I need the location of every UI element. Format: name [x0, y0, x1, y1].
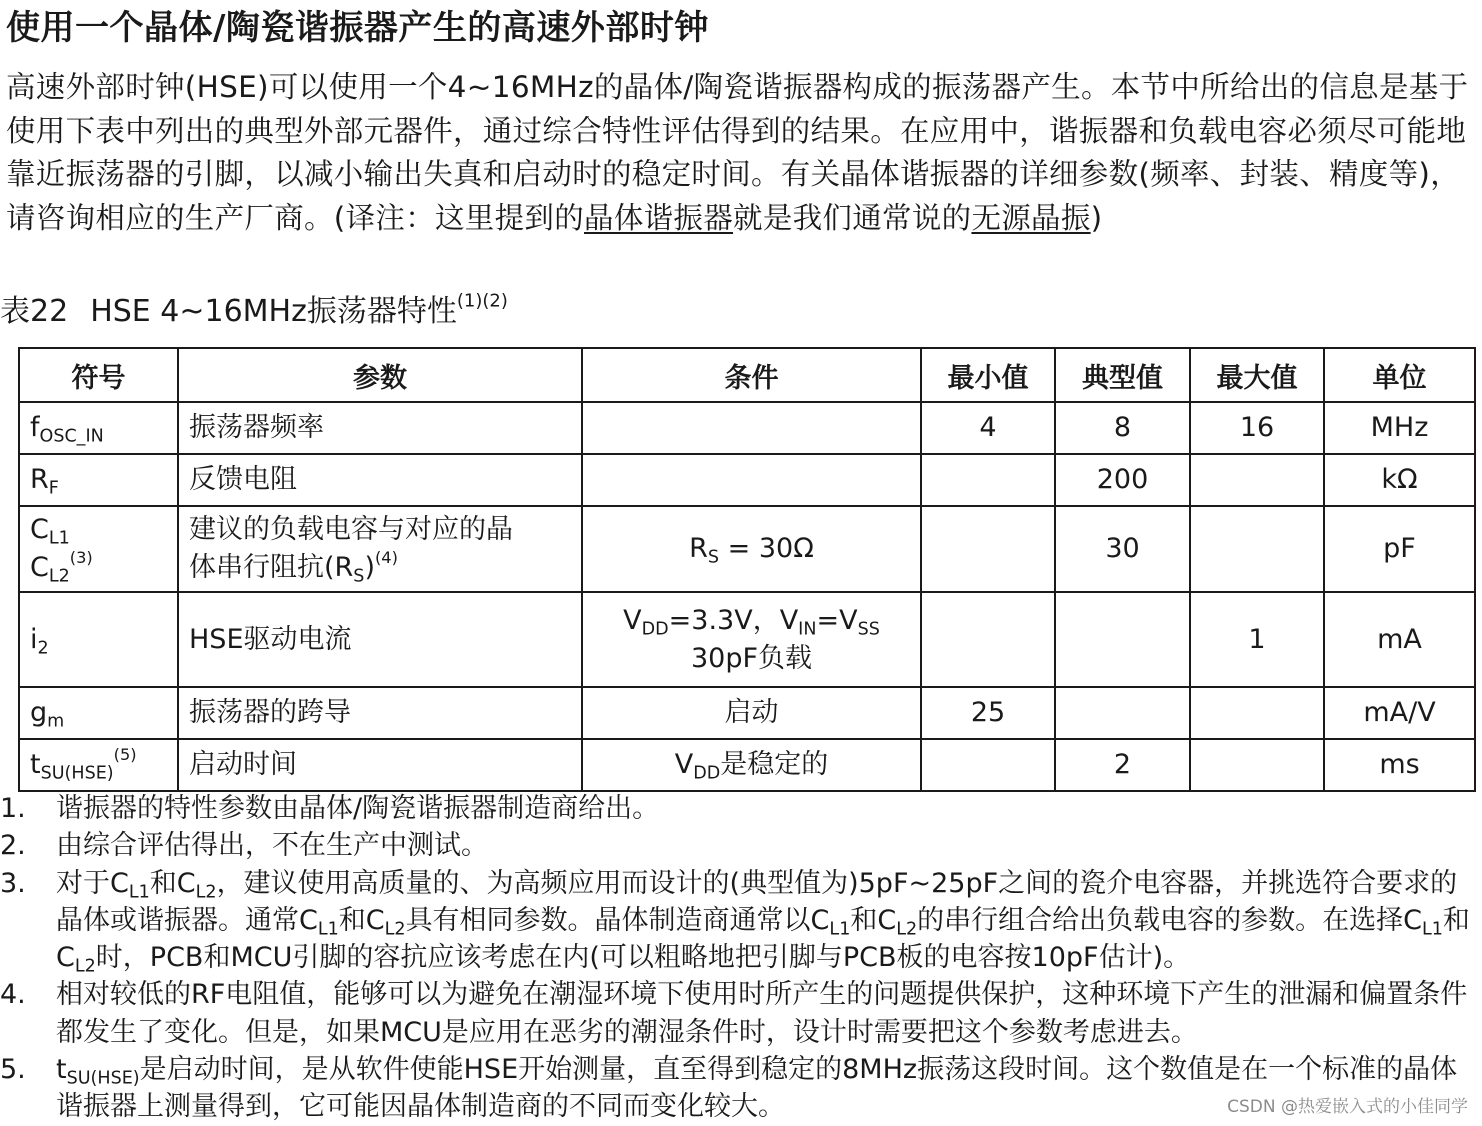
cell-max: [1190, 454, 1324, 506]
col-header-min: 最小值: [921, 348, 1055, 402]
cell-unit: kΩ: [1324, 454, 1475, 506]
table-row: [19, 402, 1475, 454]
cell-min: [921, 454, 1055, 506]
cell-condition: $V_{DD}=3.3V$，$V_{IN}=V_{SS}$ 30pF负载: [582, 592, 921, 687]
col-header-condition: 条件: [582, 348, 921, 402]
intro-paragraph: [6, 66, 1476, 240]
cell-max: 16: [1190, 402, 1324, 454]
table-row: [19, 592, 1475, 687]
footnote-2: [0, 827, 1475, 864]
table-row: [19, 739, 1475, 791]
col-header-parameter: 参数: [178, 348, 582, 402]
cell-unit: mA: [1324, 592, 1475, 687]
cell-symbol: $f_{OSC\_IN}$: [19, 402, 178, 454]
cell-unit: MHz: [1324, 402, 1475, 454]
term-passive-crystal: 无源晶振: [971, 200, 1091, 235]
footnote-1: [0, 790, 1475, 827]
col-header-symbol: 符号: [19, 348, 178, 402]
cell-symbol: $i_2$: [19, 592, 178, 687]
footnote-text: 相对较低的RF电阻值，能够可以为避免在潮湿环境下使用时所产生的问题提供保护，这种环境下产生的泄漏和偏置条件都发生了变化。但是，如果MCU是应用在恶劣的潮湿条件时，设计时需要把这个参数考虑进去。: [56, 979, 1468, 1048]
table-title-refs: (1)(2): [456, 290, 508, 312]
table-footnotes: [0, 790, 1475, 1126]
cell-unit: mA/V: [1324, 687, 1475, 739]
hse-oscillator-table: [18, 347, 1476, 792]
cell-symbol: $t_{SU(HSE)}^{(5)}$: [19, 739, 178, 791]
footnote-4: [0, 976, 1475, 1051]
cell-parameter: 反馈电阻: [178, 454, 582, 506]
cell-parameter: HSE驱动电流: [178, 592, 582, 687]
cell-symbol: $R_F$: [19, 454, 178, 506]
cell-parameter: 启动时间: [178, 739, 582, 791]
cell-symbol: $C_{L1}$ $C_{L2}^{(3)}$: [19, 506, 178, 592]
cell-min: 4: [921, 402, 1055, 454]
table-title: HSE 4~16MHz振荡器特性: [90, 294, 457, 329]
intro-text-middle: 就是我们通常说的: [733, 200, 972, 235]
cell-condition: $V_{DD}$是稳定的: [582, 739, 921, 791]
table-row: [19, 506, 1475, 592]
cell-symbol: $g_m$: [19, 687, 178, 739]
footnote-text: 由综合评估得出，不在生产中测试。: [56, 830, 488, 862]
cell-typ: 2: [1055, 739, 1190, 791]
cell-min: [921, 506, 1055, 592]
table-row: [19, 454, 1475, 506]
footnote-text: 谐振器的特性参数由晶体/陶瓷谐振器制造商给出。: [56, 793, 660, 824]
footnote-text: 对于$C_{L1}$和$C_{L2}$，建议使用高质量的、为高频应用而设计的(典型值为)5pF~25pF之间的瓷介电容器，并挑选符合要求的晶体或谐振器。通常$C_{L1}$和$C_{L2}$具有相同参数。晶体制造商通常以$C_{L1}$和$C_{L2}$的串行组合给出负载电容的参数。在选择$C_{L1}$和$C_{L2}$时，PCB和MCU引脚的容抗应该考虑在内(可以粗略地把引脚与PCB板的电容按10pF估计)。: [56, 867, 1470, 977]
col-header-typ: 典型值: [1055, 348, 1190, 402]
table-number: 表22: [0, 294, 69, 329]
cell-typ: [1055, 592, 1190, 687]
table-row: [19, 687, 1475, 739]
cell-parameter: 建议的负载电容与对应的晶 体串行阻抗$(R_S)^{(4)}$: [178, 506, 582, 592]
intro-text-end: ): [1090, 200, 1103, 235]
footnote-number: 2.: [0, 830, 26, 862]
table-header-row: [19, 348, 1475, 402]
term-crystal-resonator: 晶体谐振器: [584, 200, 734, 235]
cell-max: [1190, 687, 1324, 739]
csdn-watermark: CSDN @热爱嵌入式的小佳同学: [1227, 1097, 1468, 1117]
col-header-max: 最大值: [1190, 348, 1324, 402]
cell-typ: 30: [1055, 506, 1190, 592]
cell-condition: [582, 402, 921, 454]
cell-typ: 200: [1055, 454, 1190, 506]
footnote-text: $t_{SU(HSE)}$是启动时间，是从软件使能HSE开始测量，直至得到稳定的8MHz振荡这段时间。这个数值是在一个标准的晶体谐振器上测量得到，它可能因晶体制造商的不同而变化较大。: [56, 1054, 1458, 1123]
cell-max: [1190, 506, 1324, 592]
cell-max: 1: [1190, 592, 1324, 687]
cell-min: [921, 739, 1055, 791]
footnote-number: 4.: [0, 979, 26, 1011]
intro-text: 高速外部时钟(HSE)可以使用一个4~16MHz的晶体/陶瓷谐振器构成的振荡器产生。本节中所给出的信息是基于使用下表中列出的典型外部元器件，通过综合特性评估得到的结果。在应用中，谐振器和负载电容必须尽可能地靠近振荡器的引脚，以减小输出失真和启动时的稳定时间。有关晶体谐振器的详细参数(频率、封装、精度等)，请咨询相应的生产厂商。(译注：这里提到的: [6, 70, 1469, 235]
cell-parameter: 振荡器频率: [178, 402, 582, 454]
cell-typ: [1055, 687, 1190, 739]
table-caption: [0, 292, 508, 332]
cell-condition: [582, 454, 921, 506]
cell-min: 25: [921, 687, 1055, 739]
cell-parameter: 振荡器的跨导: [178, 687, 582, 739]
col-header-unit: 单位: [1324, 348, 1475, 402]
footnote-number: 3.: [0, 867, 26, 899]
cell-max: [1190, 739, 1324, 791]
section-heading: 使用一个晶体/陶瓷谐振器产生的高速外部时钟: [6, 8, 709, 48]
cell-unit: pF: [1324, 506, 1475, 592]
footnote-3: [0, 865, 1475, 977]
footnote-number: 1.: [0, 793, 26, 824]
cell-condition: 启动: [582, 687, 921, 739]
cell-unit: ms: [1324, 739, 1475, 791]
cell-min: [921, 592, 1055, 687]
cell-condition: $R_S = 30\Omega$: [582, 506, 921, 592]
footnote-number: 5.: [0, 1054, 26, 1086]
cell-typ: 8: [1055, 402, 1190, 454]
